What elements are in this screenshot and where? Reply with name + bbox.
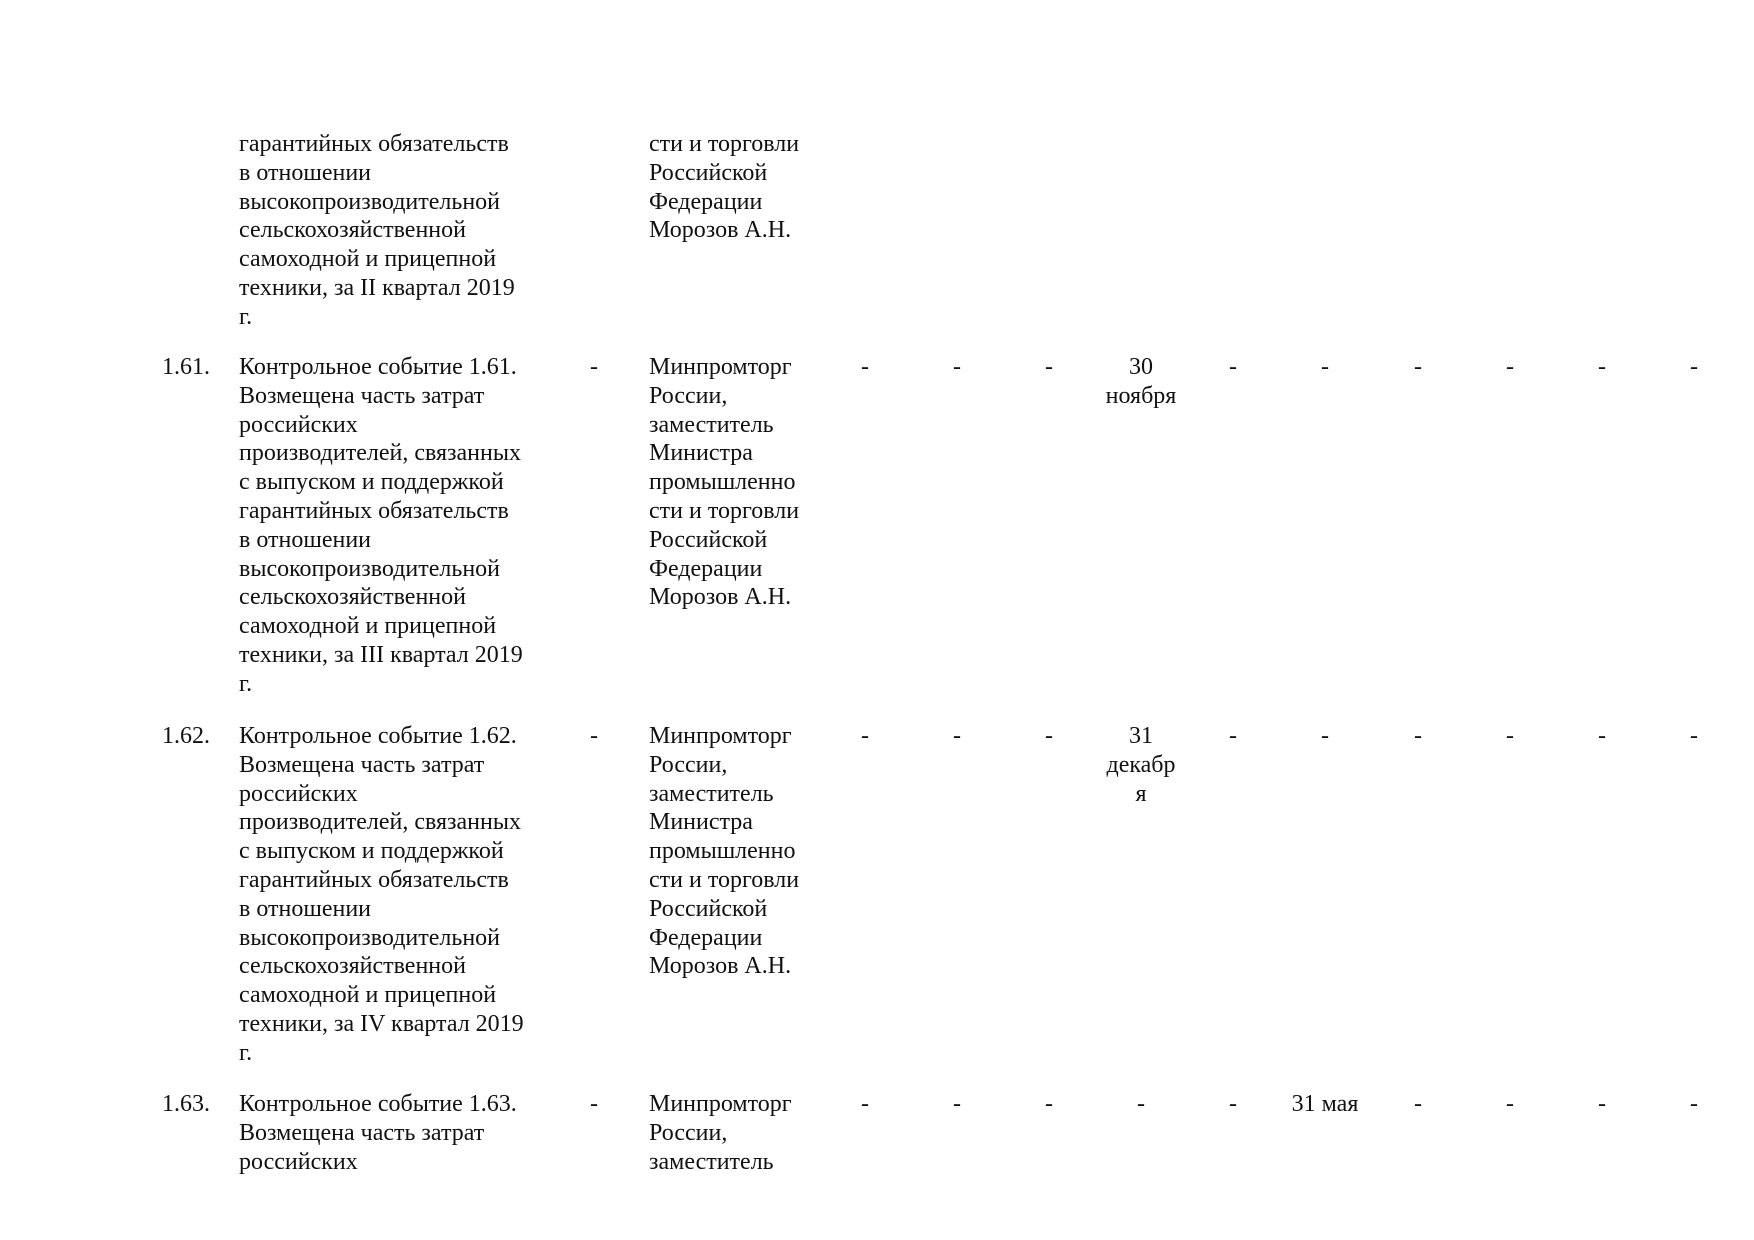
date-column-cell: - <box>1506 723 1514 749</box>
responsible-line: Федерации <box>649 924 763 951</box>
date-column-cell: - <box>1321 723 1329 749</box>
date-column-cell: 31 мая <box>1291 1091 1359 1117</box>
date-column-cell: - <box>861 354 869 380</box>
description-line: техники, за III квартал 2019 <box>239 642 523 668</box>
responsible-line: Морозов А.Н. <box>649 953 792 980</box>
responsible-line: России, <box>649 751 728 778</box>
responsible-line: сти и торговли <box>649 131 800 157</box>
date-column-cell: - <box>1506 354 1514 380</box>
date-column-cell: - <box>1690 1091 1698 1117</box>
description-line: гарантийных обязательств <box>239 131 509 157</box>
description-line: производителей, связанных <box>239 809 521 836</box>
responsible-line: сти и торговли <box>649 498 800 524</box>
description-line: российских <box>239 780 358 807</box>
date-column-cell: - <box>953 723 961 749</box>
responsible-line: промышленно <box>649 838 796 865</box>
responsible-line: России, <box>649 382 728 409</box>
description-line: самоходной и прицепной <box>239 246 497 273</box>
description-line: гарантийных обязательств <box>239 498 509 524</box>
description-line: производителей, связанных <box>239 440 521 467</box>
description-line: с выпуском и поддержкой <box>239 469 504 496</box>
responsible-line: Российской <box>649 895 768 922</box>
description-line: российских <box>239 1148 358 1175</box>
description-line: высокопроизводительной <box>239 555 500 582</box>
date-column-cell: 30 <box>1129 354 1153 380</box>
responsible-line: заместитель <box>649 411 774 438</box>
responsible-line: заместитель <box>649 1148 774 1175</box>
row-number: 1.61. <box>162 354 210 380</box>
responsible-line: Минпромторг <box>649 354 792 380</box>
dash-cell: - <box>590 354 598 380</box>
date-column-cell: - <box>861 1091 869 1117</box>
date-column-cell: ноября <box>1105 382 1177 409</box>
date-column-cell: - <box>1598 1091 1606 1117</box>
responsible-line: Минпромторг <box>649 1091 792 1117</box>
description-line: Возмещена часть затрат <box>239 382 485 409</box>
row-number: 1.62. <box>162 723 210 749</box>
responsible-line: Федерации <box>649 555 763 582</box>
dash-cell: - <box>590 1091 598 1117</box>
description-line: самоходной и прицепной <box>239 982 497 1009</box>
dash-cell: - <box>590 723 598 749</box>
responsible-line: России, <box>649 1119 728 1146</box>
description-line: сельскохозяйственной <box>239 584 466 611</box>
responsible-line: сти и торговли <box>649 867 800 893</box>
date-column-cell: - <box>1598 723 1606 749</box>
date-column-cell: 31 <box>1129 723 1153 749</box>
date-column-cell: - <box>1414 1091 1422 1117</box>
description-line: российских <box>239 411 358 438</box>
responsible-line: Министра <box>649 809 753 836</box>
date-column-cell: - <box>1690 723 1698 749</box>
date-column-cell: - <box>1137 1091 1145 1117</box>
description-line: Контрольное событие 1.61. <box>239 354 517 380</box>
responsible-line: Федерации <box>649 188 763 215</box>
date-column-cell: - <box>1229 723 1237 749</box>
description-line: техники, за IV квартал 2019 <box>239 1011 524 1037</box>
date-column-cell: декабр <box>1106 751 1176 778</box>
description-line: г. <box>239 303 253 330</box>
description-line: сельскохозяйственной <box>239 217 466 244</box>
description-line: Возмещена часть затрат <box>239 751 485 778</box>
date-column-cell: - <box>1045 354 1053 380</box>
row-number: 1.63. <box>162 1091 210 1117</box>
date-column-cell: - <box>953 354 961 380</box>
responsible-line: Министра <box>649 440 753 467</box>
responsible-line: Морозов А.Н. <box>649 584 792 611</box>
description-line: Контрольное событие 1.62. <box>239 723 517 749</box>
responsible-line: Морозов А.Н. <box>649 217 792 244</box>
date-column-cell: - <box>1690 354 1698 380</box>
description-line: гарантийных обязательств <box>239 867 509 893</box>
date-column-cell: - <box>1045 1091 1053 1117</box>
description-line: самоходной и прицепной <box>239 613 497 640</box>
responsible-line: Минпромторг <box>649 723 792 749</box>
responsible-line: Российской <box>649 159 768 186</box>
description-line: г. <box>239 670 253 697</box>
description-line: Возмещена часть затрат <box>239 1119 485 1146</box>
description-line: высокопроизводительной <box>239 188 500 215</box>
date-column-cell: - <box>1229 354 1237 380</box>
description-line: в отношении <box>239 159 372 186</box>
date-column-cell: - <box>1229 1091 1237 1117</box>
description-line: г. <box>239 1039 253 1066</box>
responsible-line: Российской <box>649 526 768 553</box>
description-line: техники, за II квартал 2019 <box>239 275 515 301</box>
description-line: сельскохозяйственной <box>239 953 466 980</box>
description-line: высокопроизводительной <box>239 924 500 951</box>
date-column-cell: - <box>861 723 869 749</box>
date-column-cell: - <box>1045 723 1053 749</box>
date-column-cell: - <box>1414 354 1422 380</box>
description-line: Контрольное событие 1.63. <box>239 1091 517 1117</box>
date-column-cell: - <box>1598 354 1606 380</box>
date-column-cell: я <box>1135 780 1147 807</box>
description-line: с выпуском и поддержкой <box>239 838 504 865</box>
responsible-line: промышленно <box>649 469 796 496</box>
description-line: в отношении <box>239 895 372 922</box>
responsible-line: заместитель <box>649 780 774 807</box>
description-line: в отношении <box>239 526 372 553</box>
date-column-cell: - <box>1321 354 1329 380</box>
date-column-cell: - <box>953 1091 961 1117</box>
date-column-cell: - <box>1414 723 1422 749</box>
date-column-cell: - <box>1506 1091 1514 1117</box>
